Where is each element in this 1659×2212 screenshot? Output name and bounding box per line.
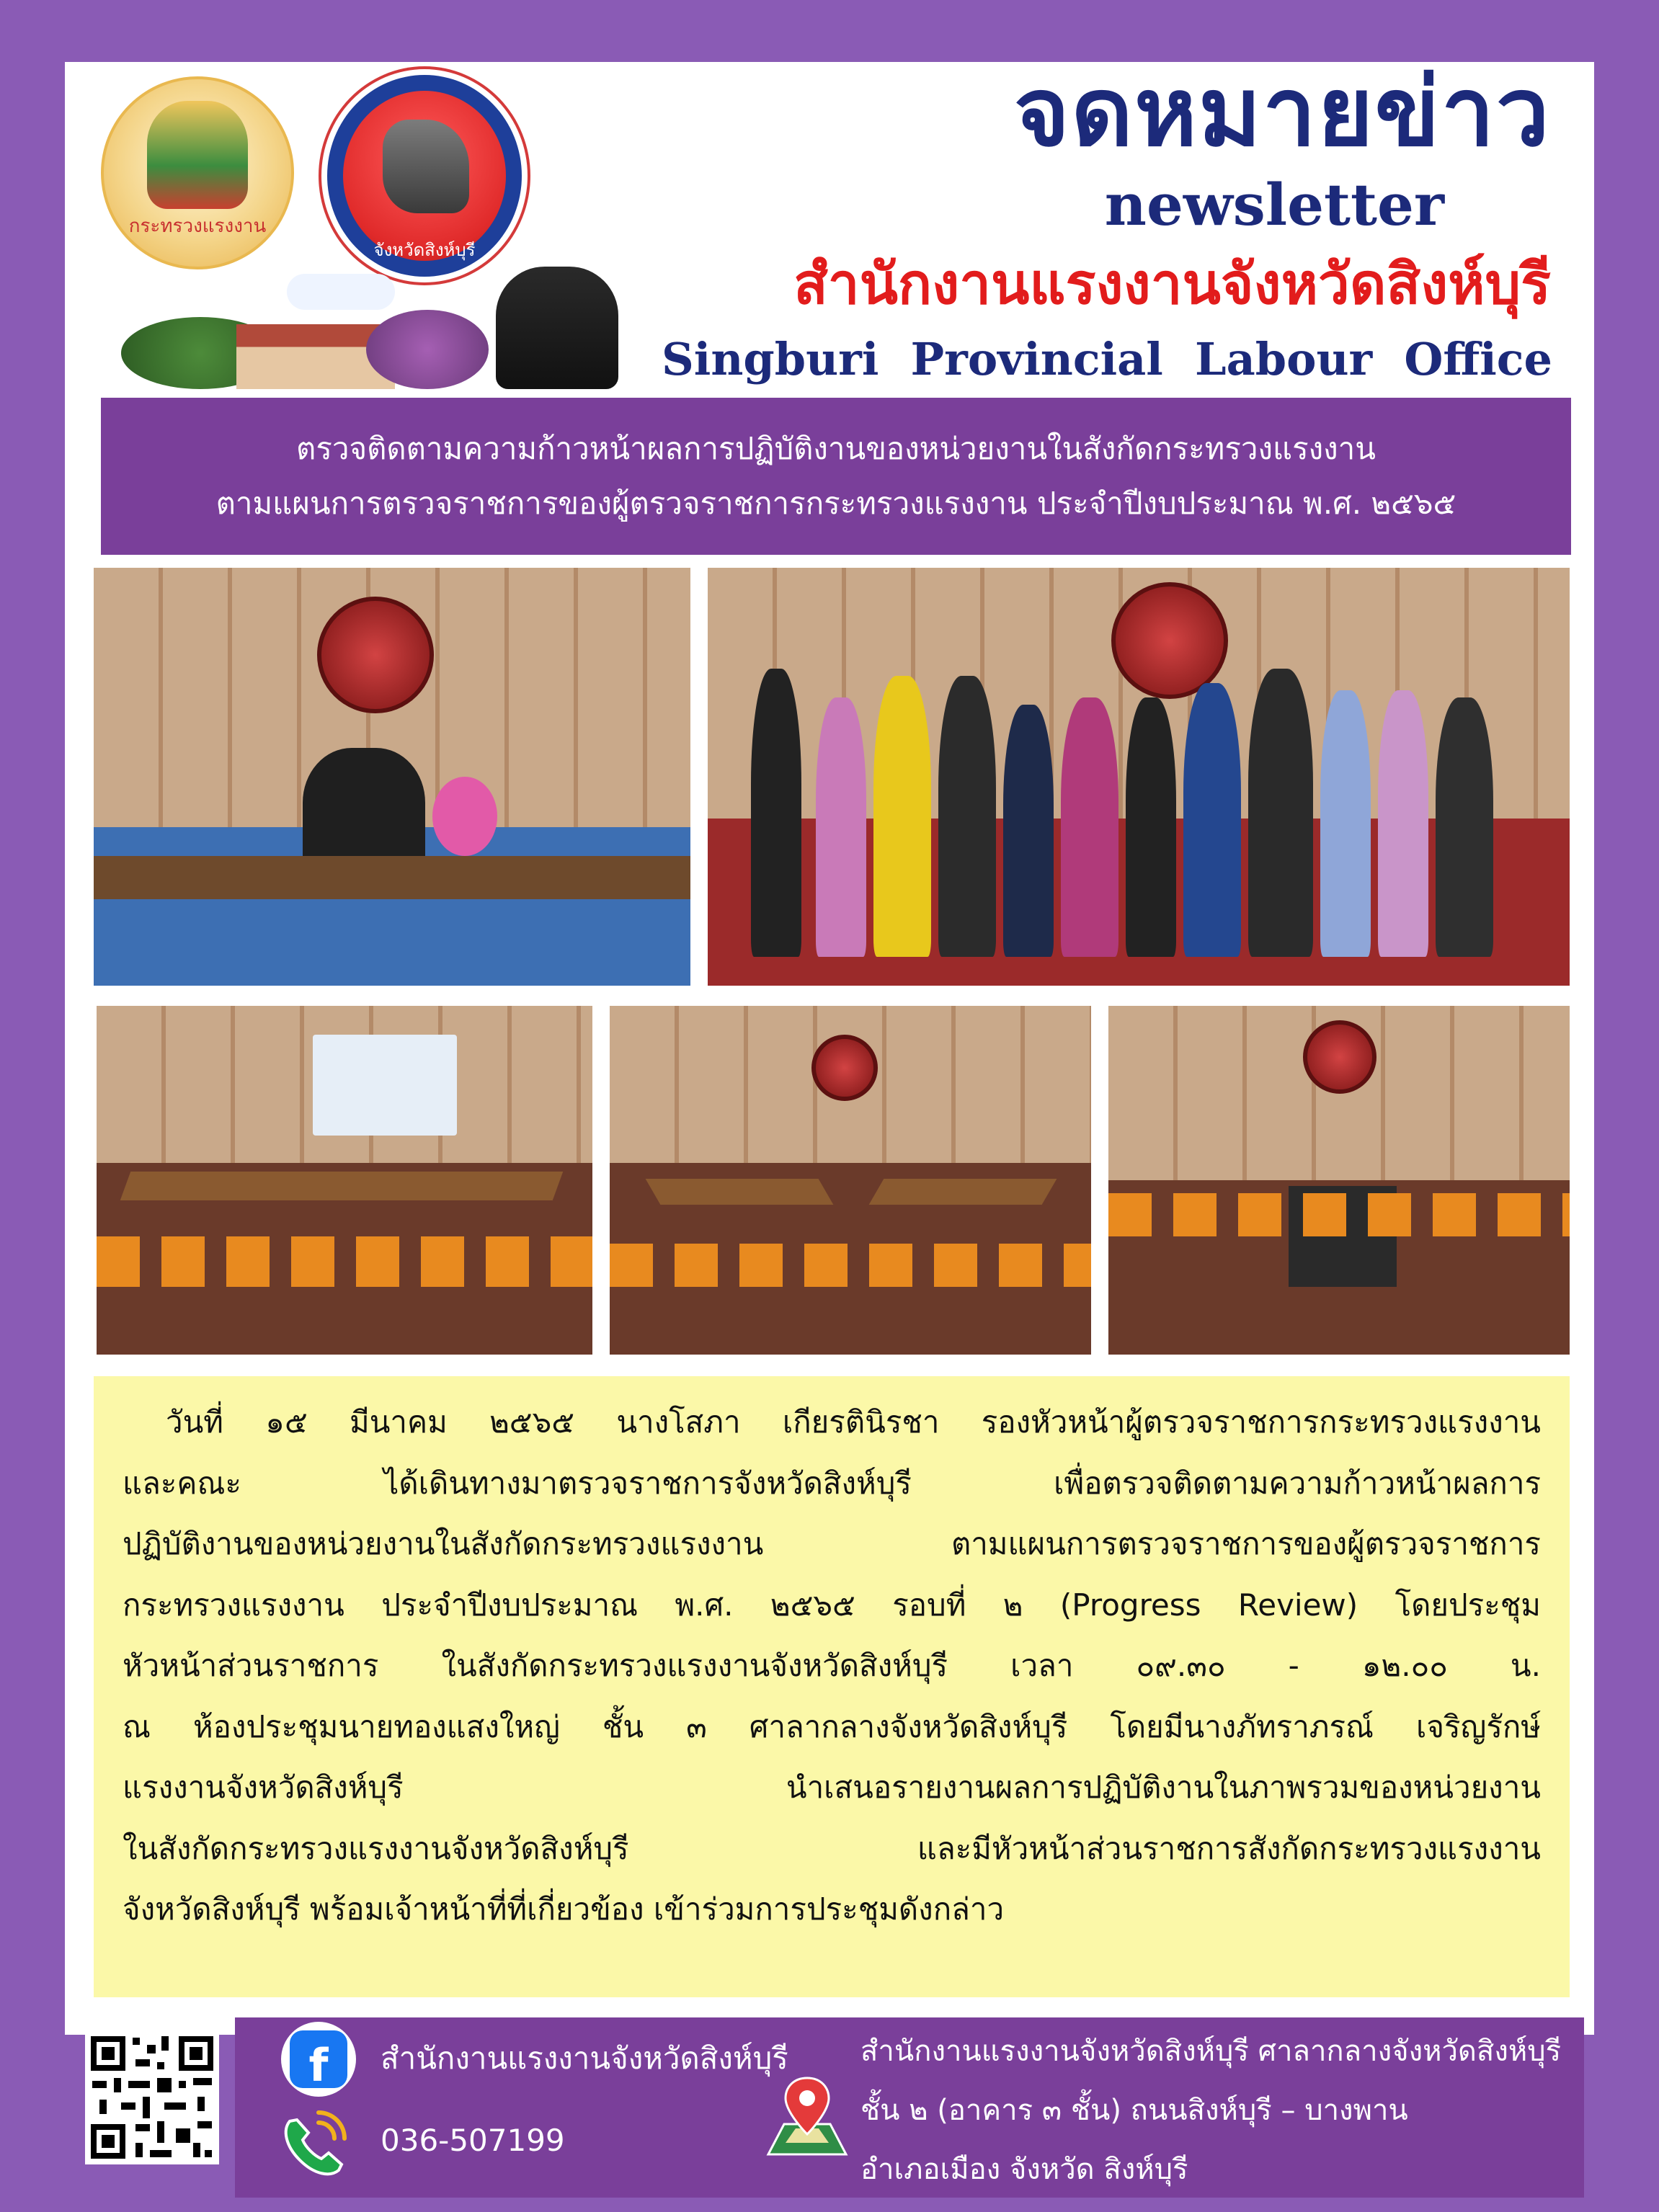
group-member — [873, 676, 931, 957]
group-member — [1436, 697, 1493, 957]
phone-icon — [275, 2108, 355, 2180]
map-pin-icon — [764, 2074, 850, 2159]
office-name-english — [662, 333, 1552, 385]
province-emblem-icon — [1111, 582, 1228, 699]
deity-figure-icon — [147, 101, 248, 209]
province-emblem-icon — [1303, 1020, 1376, 1094]
cloud-illustration — [287, 274, 395, 310]
article-line: วันที่ ๑๕ มีนาคม ๒๕๖๕ นางโสภา เกียรตินิรชา รองหัวหน้าผู้ตรวจราชการกระทรวงแรงงาน — [166, 1404, 1541, 1440]
office-address — [860, 2022, 1561, 2199]
office-name-word: Provincial — [910, 333, 1163, 385]
conference-table — [869, 1179, 1057, 1205]
article-body — [94, 1376, 1570, 1997]
office-name-word: Labour — [1194, 333, 1373, 385]
article-line: กระทรวงแรงงาน ประจำปีงบประมาณ พ.ศ. ๒๕๖๕ รอบที่ ๒ (Progress Review) โดยประชุม — [123, 1587, 1541, 1623]
chairs-row — [1108, 1193, 1570, 1236]
projection-screen — [313, 1035, 457, 1136]
chairs-row — [97, 1236, 592, 1287]
photo-meeting-room-left — [97, 1006, 592, 1355]
group-member — [1061, 697, 1118, 957]
group-member — [1183, 683, 1241, 957]
article-line: จังหวัดสิงห์บุรี พร้อมเจ้าหน้าที่ที่เกี่ยวข้อง เข้าร่วมการประชุมดังกล่าว — [123, 1891, 1005, 1927]
facebook-page-name[interactable]: สำนักงานแรงงานจังหวัดสิงห์บุรี — [381, 2041, 788, 2076]
group-member — [751, 669, 801, 957]
province-emblem-icon — [811, 1035, 878, 1101]
article-line: แรงงานจังหวัดสิงห์บุรี นำเสนอรายงานผลการปฏิบัติงานในภาพรวมของหน่วยงาน — [123, 1770, 1541, 1805]
office-name-word: Singburi — [662, 333, 879, 385]
flowering-tree-illustration — [366, 310, 489, 389]
article-line: หัวหน้าส่วนราชการ ในสังกัดกระทรวงแรงงานจังหวัดสิงห์บุรี เวลา ๐๙.๓๐ - ๑๒.๐๐ น. — [123, 1648, 1541, 1683]
group-member — [1248, 669, 1313, 957]
phone-number[interactable]: 036-507199 — [381, 2123, 565, 2158]
map-pin-glyph — [764, 2074, 850, 2159]
conference-table — [646, 1179, 834, 1205]
address-line: ชั้น ๒ (อาคาร ๓ ชั้น) ถนนสิงห์บุรี – บางพาน — [860, 2094, 1408, 2127]
headline-line-1: ตรวจติดตามความก้าวหน้าผลการปฏิบัติงานของหน่วยงานในสังกัดกระทรวงแรงงาน — [296, 431, 1376, 466]
singha-lion-statue-illustration — [496, 267, 618, 389]
group-member — [1126, 697, 1176, 957]
group-member — [1378, 690, 1428, 957]
singburi-province-logo — [321, 69, 528, 282]
header-scenery-illustration — [92, 259, 640, 396]
headline-line-2: ตามแผนการตรวจราชการของผู้ตรวจราชการกระทรวงแรงงาน ประจำปีงบประมาณ พ.ศ. ๒๕๖๕ — [215, 486, 1456, 521]
newsletter-title-thai: จดหมายข่าว — [1013, 57, 1551, 168]
qr-code-pattern — [85, 2030, 219, 2164]
article-line: ณ ห้องประชุมนายทองแสงใหญ่ ชั้น ๓ ศาลากลางจังหวัดสิงห์บุรี โดยมีนางภัทราภรณ์ เจริญรักษ์ — [123, 1708, 1541, 1744]
warrior-statue-icon — [383, 120, 469, 213]
office-name-thai: สำนักงานแรงงานจังหวัดสิงห์บุรี — [793, 252, 1551, 317]
ministry-of-labour-logo — [101, 76, 294, 269]
facebook-glyph: f — [290, 2030, 347, 2088]
photo-group-standing — [708, 568, 1570, 986]
chairs-row — [610, 1244, 1091, 1287]
article-line: และคณะ ได้เดินทางมาตรวจราชการจังหวัดสิงห์บุรี เพื่อตรวจติดตามความก้าวหน้าผลการ — [123, 1465, 1541, 1501]
group-member — [1320, 690, 1371, 957]
phone-glyph — [275, 2108, 355, 2180]
address-line: สำนักงานแรงงานจังหวัดสิงห์บุรี ศาลากลางจังหวัดสิงห์บุรี — [860, 2035, 1562, 2068]
address-line: อำเภอเมือง จังหวัด สิงห์บุรี — [860, 2153, 1188, 2186]
newsletter-title-english: newsletter — [1104, 171, 1444, 238]
group-member — [816, 697, 866, 957]
province-logo-text: จังหวัดสิงห์บุรี — [373, 240, 476, 260]
qr-code[interactable] — [85, 2030, 219, 2164]
facebook-icon[interactable] — [281, 2022, 356, 2097]
flower-vase — [432, 777, 497, 856]
group-member — [1003, 705, 1054, 957]
province-emblem-icon — [317, 597, 434, 713]
photo-meeting-room-center — [610, 1006, 1091, 1355]
article-line: ในสังกัดกระทรวงแรงงานจังหวัดสิงห์บุรี และมีหัวหน้าส่วนราชการสังกัดกระทรวงแรงงาน — [123, 1830, 1541, 1866]
conference-table — [120, 1172, 564, 1200]
photo-speaker-at-desk — [94, 568, 690, 986]
ministry-logo-text: กระทรวงแรงงาน — [128, 215, 267, 237]
desk — [94, 856, 690, 899]
article-line: ปฏิบัติงานของหน่วยงานในสังกัดกระทรวงแรงงาน ตามแผนการตรวจราชการของผู้ตรวจราชการ — [123, 1526, 1541, 1561]
headline-banner — [101, 398, 1571, 555]
group-member — [938, 676, 996, 957]
office-name-word: Office — [1404, 333, 1552, 385]
photo-meeting-room-right — [1108, 1006, 1570, 1355]
